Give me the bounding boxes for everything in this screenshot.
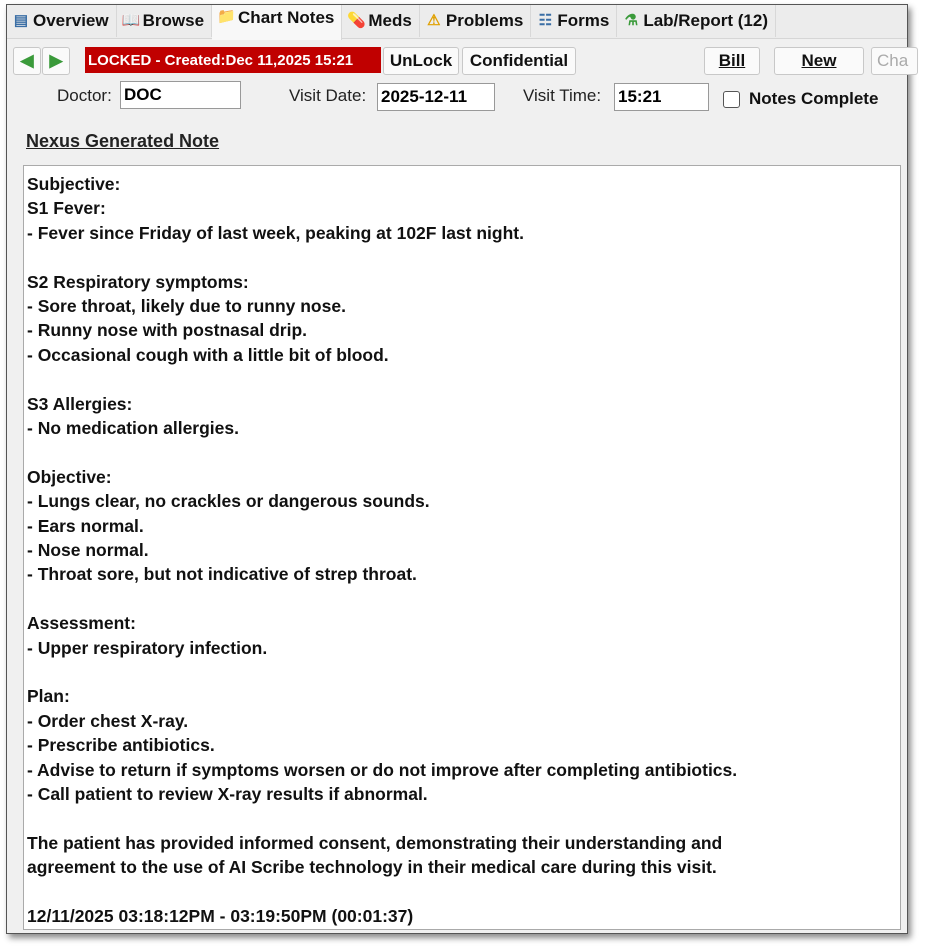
note-line: - Lungs clear, no crackles or dangerous sounds. — [27, 491, 430, 512]
notes-complete-checkbox[interactable] — [723, 91, 740, 108]
note-line: - Nose normal. — [27, 540, 149, 561]
doctor-label: Doctor: — [57, 86, 112, 105]
visit-date-label: Visit Date: — [289, 86, 367, 105]
note-line: - Occasional cough with a little bit of blood. — [27, 344, 389, 365]
note-line: Subjective: — [27, 174, 121, 194]
note-line: - No medication allergies. — [27, 418, 239, 439]
forms-icon: ☷ — [538, 12, 553, 29]
visit-time-label: Visit Time: — [523, 86, 602, 105]
notes-complete-label: Notes Complete — [749, 89, 879, 108]
note-line: - Sore throat, likely due to runny nose. — [27, 296, 346, 317]
tab-chart-notes[interactable] — [212, 5, 342, 40]
warning-icon: ⚠ — [427, 12, 441, 29]
note-line: - Prescribe antibiotics. — [27, 735, 215, 756]
note-line: The patient has provided informed consent, demonstrating their understanding and — [27, 832, 723, 853]
doctor-field[interactable]: DOC — [120, 81, 241, 109]
tab-overview[interactable] — [7, 5, 117, 37]
new-button[interactable]: New — [774, 47, 864, 75]
unlock-button[interactable]: UnLock — [383, 47, 459, 75]
note-line — [27, 880, 897, 904]
note-line — [27, 587, 897, 611]
note-line: S2 Respiratory symptoms: — [27, 271, 249, 292]
lab-icon: ⚗ — [624, 12, 639, 29]
note-line — [27, 806, 897, 830]
note-text-area[interactable] — [23, 165, 901, 930]
chart-notes-icon: 📁 — [217, 8, 236, 25]
note-line: - Throat sore, but not indicative of strep throat. — [27, 564, 417, 585]
tab-problems[interactable] — [420, 5, 531, 37]
note-line: S1 Fever: — [27, 198, 106, 219]
note-line: Objective: — [27, 466, 112, 487]
tab-label: Lab/Report (12) — [643, 11, 768, 30]
tab-label: Browse — [142, 11, 205, 30]
next-note-button[interactable] — [42, 47, 70, 75]
arrow-right-icon: ▶ — [49, 51, 63, 70]
tab-label: Forms — [557, 11, 610, 30]
note-line: Plan: — [27, 686, 70, 707]
locked-status-badge: LOCKED - Created:Dec 11,2025 15:21 — [85, 47, 381, 73]
visit-date-field[interactable]: 2025-12-11 — [377, 83, 495, 111]
pill-icon: 💊 — [347, 12, 367, 29]
note-line: agreement to the use of AI Scribe technology in their medical care during this visit. — [27, 857, 717, 878]
tab-forms[interactable] — [531, 5, 617, 37]
note-line: - Ears normal. — [27, 515, 144, 536]
tab-label: Problems — [445, 11, 524, 30]
confidential-button[interactable]: Confidential — [462, 47, 576, 75]
tab-label: Meds — [368, 11, 412, 30]
note-line — [27, 245, 897, 269]
note-title: Nexus Generated Note — [26, 131, 220, 151]
tab-label: Overview — [33, 11, 109, 30]
visit-time-field[interactable]: 15:21 — [614, 83, 709, 111]
chart-notes-window — [6, 4, 908, 934]
note-line: - Runny nose with postnasal drip. — [27, 320, 308, 341]
note-line: S3 Allergies: — [27, 393, 133, 414]
note-line: Assessment: — [27, 613, 136, 634]
note-line: - Upper respiratory infection. — [27, 637, 268, 658]
tab-browse[interactable] — [117, 5, 212, 37]
note-line — [27, 367, 897, 391]
note-line: - Advise to return if symptoms worsen or do not improve after completing antibiotics. — [27, 759, 738, 780]
change-button[interactable]: Cha — [871, 47, 918, 75]
tab-lab-report[interactable] — [617, 5, 776, 37]
arrow-left-icon: ◀ — [20, 51, 34, 70]
note-line: - Fever since Friday of last week, peaking at 102F last night. — [27, 222, 524, 243]
tab-label: Chart Notes — [238, 8, 335, 27]
note-line: 12/11/2025 03:18:12PM - 03:19:50PM (00:01:37) — [27, 906, 414, 927]
browse-icon: 📖 — [121, 12, 141, 29]
overview-icon: ▤ — [13, 12, 29, 29]
note-line — [27, 440, 897, 464]
bill-button[interactable]: Bill — [704, 47, 760, 75]
previous-note-button[interactable] — [13, 47, 41, 75]
note-line: - Order chest X-ray. — [27, 710, 189, 731]
note-line — [27, 660, 897, 684]
tab-meds[interactable] — [342, 5, 419, 37]
note-line: - Call patient to review X-ray results if abnormal. — [27, 784, 428, 805]
tab-bar — [7, 5, 907, 39]
